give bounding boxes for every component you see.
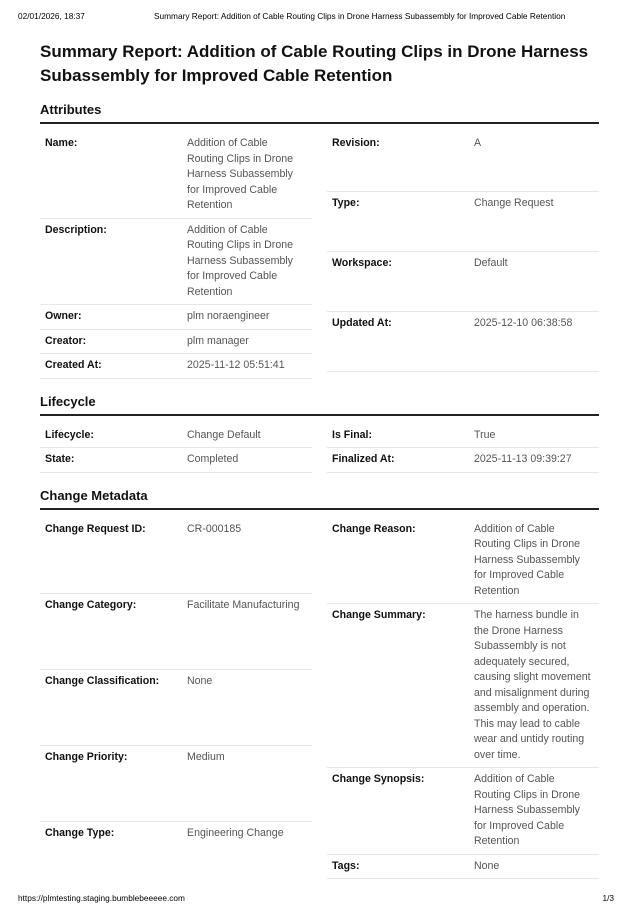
print-footer — [18, 893, 614, 903]
attribute-row-name — [40, 132, 312, 219]
change-label: Change Synopsis: — [332, 773, 425, 785]
attribute-row-updated-at — [327, 312, 599, 372]
lifecycle-row-is-final — [327, 424, 599, 449]
lifecycle-row-state — [40, 448, 312, 473]
change-row-category — [40, 594, 312, 670]
change-label: Change Type: — [45, 826, 115, 839]
change-value: Facilitate Manufacturing — [187, 598, 300, 611]
change-value: The harness bundle in the Drone Harness Subassembly is not adequately secured, causing slight movement and misalignment during assembly and operation. This may lead to cable wear and untidy routing over time. — [474, 609, 591, 761]
change-row-priority — [40, 746, 312, 822]
change-value: Addition of Cable Routing Clips in Drone Harness Subassembly for Improved Cable Retention — [474, 522, 580, 597]
page-number: 1/3 — [602, 893, 614, 903]
attribute-value: plm manager — [187, 334, 249, 347]
print-date: 02/01/2026, 18:37 — [18, 11, 85, 21]
change-value: CR-000185 — [187, 522, 242, 535]
lifecycle-section — [40, 394, 599, 473]
lifecycle-value: Change Default — [187, 428, 261, 441]
attribute-row-description — [40, 219, 312, 306]
change-metadata-right-column — [327, 518, 599, 880]
change-value: Addition of Cable Routing Clips in Drone Harness Subassembly for Improved Cable Retention — [474, 773, 580, 847]
change-row-summary — [327, 604, 599, 768]
attribute-label: Description: — [45, 223, 107, 236]
change-value: Medium — [187, 750, 225, 763]
attribute-row-owner — [40, 305, 312, 330]
attribute-label: Type: — [332, 197, 360, 209]
change-value: None — [187, 674, 213, 687]
lifecycle-value: Completed — [187, 453, 239, 465]
change-metadata-section — [40, 488, 599, 880]
lifecycle-label: Is Final: — [332, 428, 373, 441]
attribute-label: Name: — [45, 137, 78, 149]
lifecycle-label: State: — [45, 453, 75, 465]
lifecycle-right-column — [327, 424, 599, 473]
attribute-value: plm noraengineer — [187, 310, 270, 322]
change-row-synopsis — [327, 768, 599, 855]
attribute-row-type — [327, 192, 599, 252]
attribute-label: Updated At: — [332, 317, 392, 329]
change-label: Change Reason: — [332, 522, 416, 535]
lifecycle-label: Finalized At: — [332, 453, 395, 465]
change-label: Change Request ID: — [45, 522, 146, 535]
change-row-tags — [327, 855, 599, 880]
attribute-value: Addition of Cable Routing Clips in Drone Harness Subassembly for Improved Cable Retention — [187, 137, 293, 211]
change-label: Tags: — [332, 859, 360, 872]
attribute-label: Workspace: — [332, 257, 392, 269]
lifecycle-value: 2025-11-13 09:39:27 — [474, 453, 572, 465]
lifecycle-value: True — [474, 428, 496, 441]
report-content — [40, 40, 599, 894]
change-value: Engineering Change — [187, 826, 284, 839]
lifecycle-label: Lifecycle: — [45, 428, 94, 441]
change-label: Change Summary: — [332, 609, 426, 621]
attributes-heading: Attributes — [40, 102, 599, 124]
attribute-value: 2025-12-10 06:38:58 — [474, 317, 573, 329]
change-label: Change Category: — [45, 598, 137, 611]
attributes-left-column — [40, 132, 312, 379]
lifecycle-row-lifecycle — [40, 424, 312, 449]
attributes-section — [40, 102, 599, 379]
attribute-row-created-at — [40, 354, 312, 379]
change-row-classification — [40, 670, 312, 746]
lifecycle-row-finalized-at — [327, 448, 599, 473]
attribute-label: Creator: — [45, 334, 87, 347]
change-row-request-id — [40, 518, 312, 594]
change-row-reason — [327, 518, 599, 605]
attribute-value: A — [474, 137, 482, 149]
report-title: Summary Report: Addition of Cable Routing Clips in Drone Harness Subassembly for Improved Cable Retention — [40, 42, 589, 85]
change-value: None — [474, 859, 500, 872]
attribute-value: Change Request — [474, 197, 554, 209]
change-label: Change Priority: — [45, 750, 128, 763]
change-label: Change Classification: — [45, 674, 160, 687]
attribute-value: 2025-11-12 05:51:41 — [187, 359, 285, 371]
print-document-title: Summary Report: Addition of Cable Routing Clips in Drone Harness Subassembly for Improved Cable Retention — [154, 11, 566, 21]
attribute-label: Revision: — [332, 137, 380, 149]
attribute-row-workspace — [327, 252, 599, 312]
attribute-value: Default — [474, 257, 508, 269]
lifecycle-left-column — [40, 424, 312, 473]
attribute-value: Addition of Cable Routing Clips in Drone Harness Subassembly for Improved Cable Retention — [187, 223, 293, 298]
print-url: https://plmtesting.staging.bumblebeeeee.com — [18, 893, 185, 903]
attribute-row-creator — [40, 330, 312, 355]
attribute-label: Created At: — [45, 359, 102, 371]
change-metadata-heading: Change Metadata — [40, 488, 599, 510]
lifecycle-heading: Lifecycle — [40, 394, 599, 416]
attribute-label: Owner: — [45, 310, 82, 322]
change-row-type — [40, 822, 312, 862]
attribute-row-revision — [327, 132, 599, 192]
change-metadata-left-column — [40, 518, 312, 880]
attributes-right-column — [327, 132, 599, 379]
